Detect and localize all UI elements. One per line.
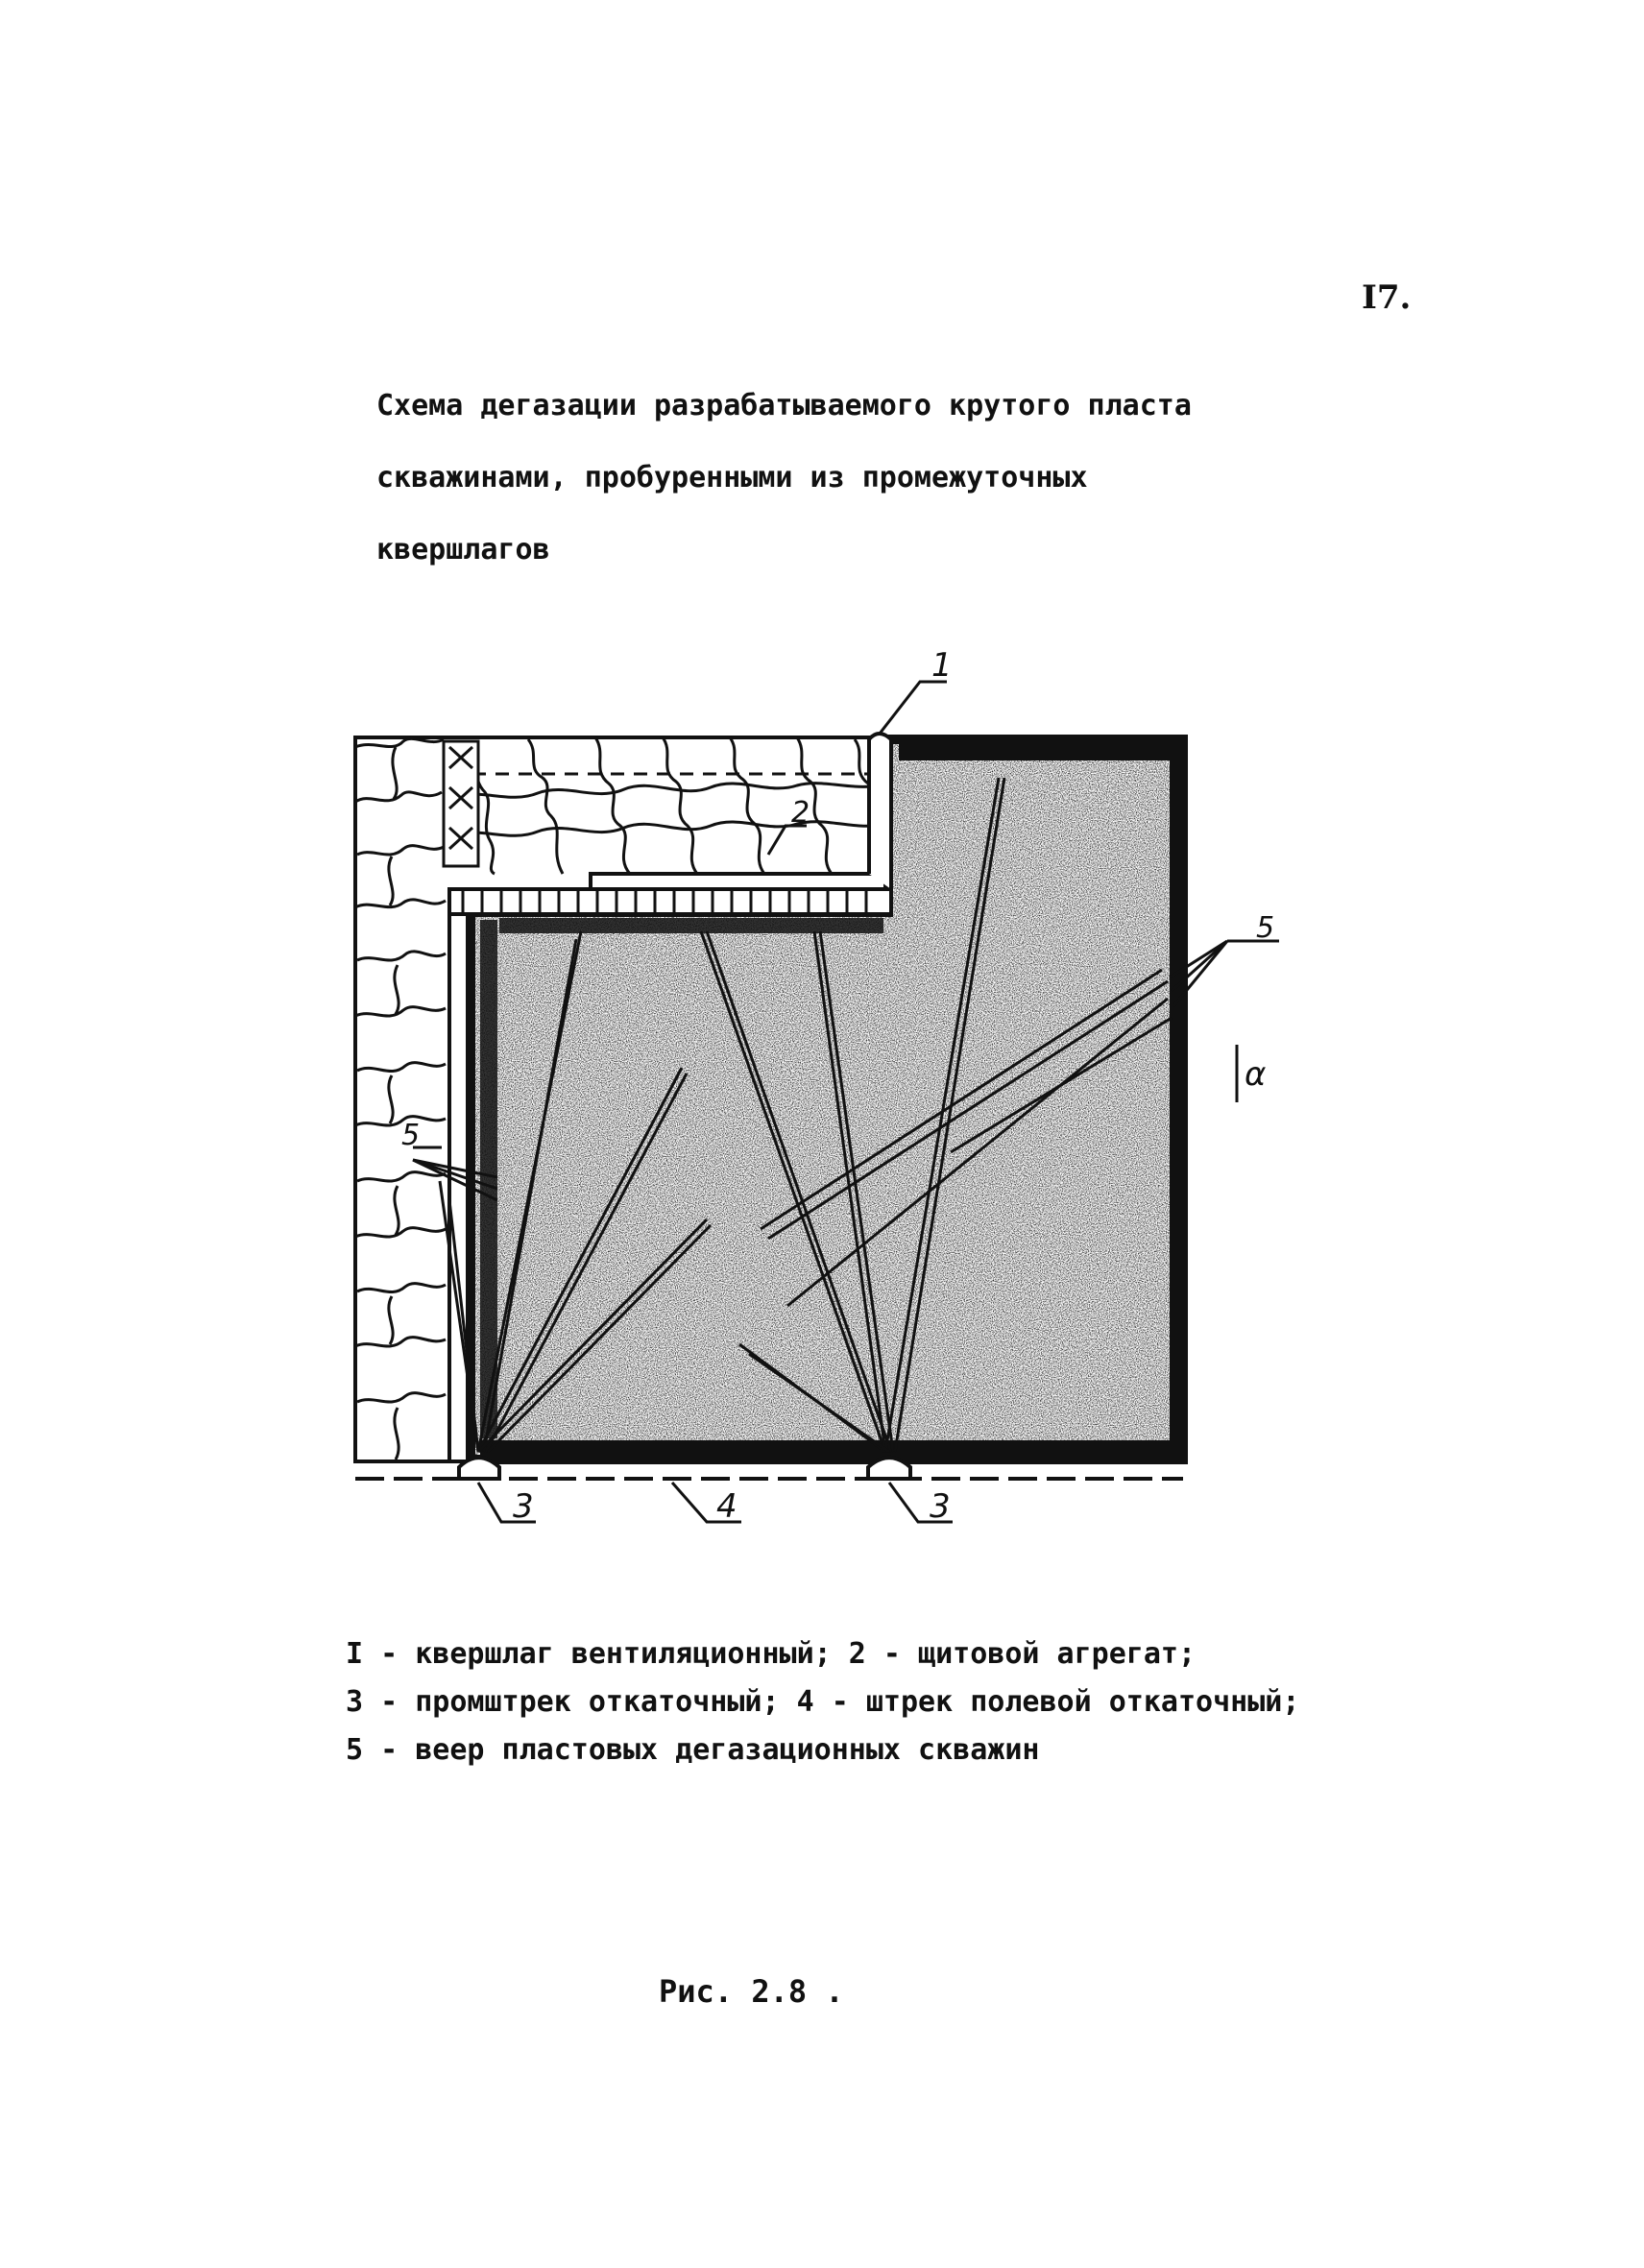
figure-caption: Рис. 2.8 . bbox=[659, 1973, 844, 2010]
shield-aggregate bbox=[449, 889, 891, 914]
title-line-2: скважинами, пробуренными из промежуточных bbox=[376, 461, 1088, 495]
legend-line-3: 5 - веер пластовых дегазационных скважин bbox=[346, 1733, 1040, 1767]
title-line-3: квершлагов bbox=[376, 533, 550, 567]
title-line-1: Схема дегазации разрабатываемого крутого пласта bbox=[376, 389, 1192, 422]
label-3-right: 3 bbox=[930, 1487, 951, 1526]
page-number: I7. bbox=[1362, 278, 1412, 317]
label-4: 4 bbox=[716, 1487, 737, 1526]
label-5-left: 5 bbox=[401, 1119, 421, 1152]
label-5-right: 5 bbox=[1256, 911, 1275, 945]
haulage-drift bbox=[355, 1458, 1183, 1479]
legend-line-2: 3 - промштрек откаточный; 4 - штрек полевой откаточный; bbox=[346, 1685, 1300, 1719]
degassing-scheme-diagram bbox=[336, 634, 1335, 1556]
label-1: 1 bbox=[931, 646, 953, 685]
label-2: 2 bbox=[791, 796, 810, 830]
label-3-left: 3 bbox=[513, 1487, 534, 1526]
legend bbox=[346, 1630, 1299, 1774]
label-alpha: α bbox=[1245, 1055, 1267, 1094]
legend-line-1: I - квершлаг вентиляционный; 2 - щитовой агрегат; bbox=[346, 1637, 1197, 1671]
crosses bbox=[444, 741, 478, 866]
figure-title bbox=[376, 370, 1318, 586]
